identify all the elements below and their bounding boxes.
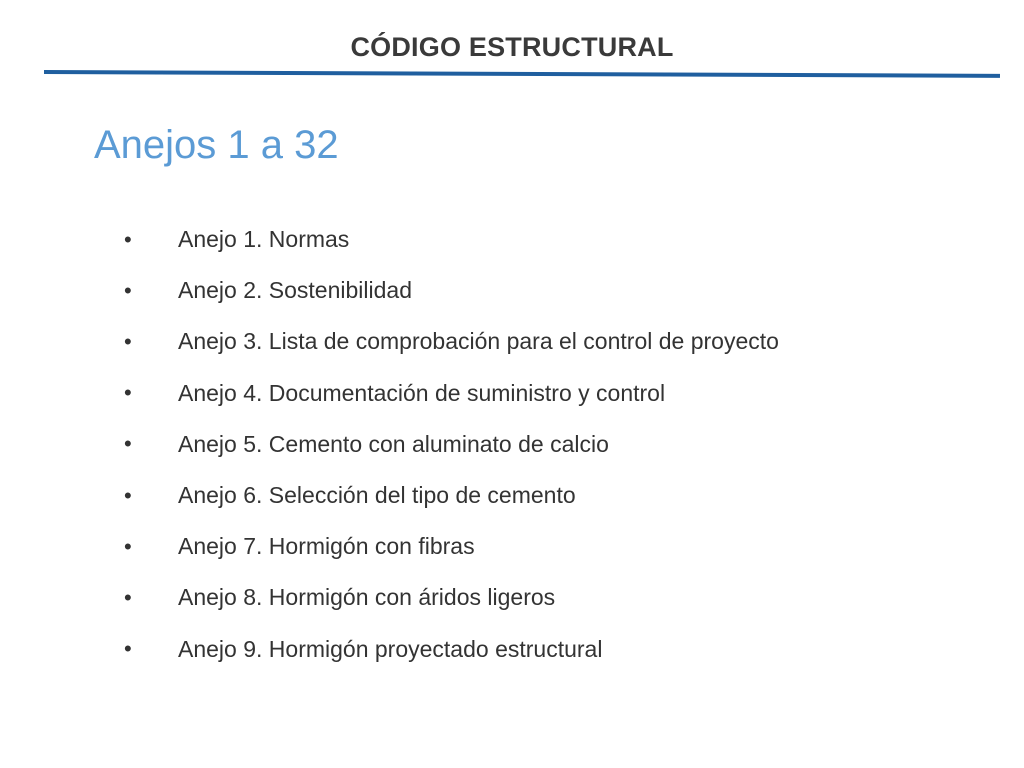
header-title: CÓDIGO ESTRUCTURAL — [350, 32, 674, 62]
list-item — [124, 624, 779, 675]
list-item-text: Anejo 8. Hormigón con áridos ligeros — [178, 584, 556, 611]
list-item-text: Anejo 3. Lista de comprobación para el control de proyecto — [178, 328, 779, 355]
list-item — [124, 265, 779, 316]
list-item-text: Anejo 6. Selección del tipo de cemento — [178, 482, 576, 509]
bullet-icon: • — [124, 277, 132, 303]
list-item — [124, 419, 779, 470]
bullet-icon: • — [124, 584, 132, 610]
bullet-icon: • — [124, 533, 132, 559]
list-item-text: Anejo 2. Sostenibilidad — [178, 277, 412, 304]
list-item — [124, 572, 779, 623]
list-item — [124, 470, 779, 521]
list-item — [124, 521, 779, 572]
bullet-icon: • — [124, 636, 132, 662]
list-item-text: Anejo 9. Hormigón proyectado estructural — [178, 635, 603, 662]
header-divider — [44, 70, 1000, 78]
list-item — [124, 316, 779, 367]
bullet-icon: • — [124, 226, 132, 252]
bullet-icon: • — [124, 482, 132, 508]
list-item — [124, 368, 779, 419]
bullet-icon: • — [124, 380, 132, 406]
list-item-text: Anejo 1. Normas — [178, 226, 350, 253]
list-item — [124, 214, 779, 265]
list-item-text: Anejo 4. Documentación de suministro y control — [178, 379, 666, 406]
bullet-icon: • — [124, 328, 132, 354]
annex-list — [124, 214, 779, 675]
list-item-text: Anejo 5. Cemento con aluminato de calcio — [178, 430, 609, 457]
slide-title: Anejos 1 a 32 — [94, 123, 339, 167]
list-item-text: Anejo 7. Hormigón con fibras — [178, 533, 475, 560]
bullet-icon: • — [124, 431, 132, 457]
